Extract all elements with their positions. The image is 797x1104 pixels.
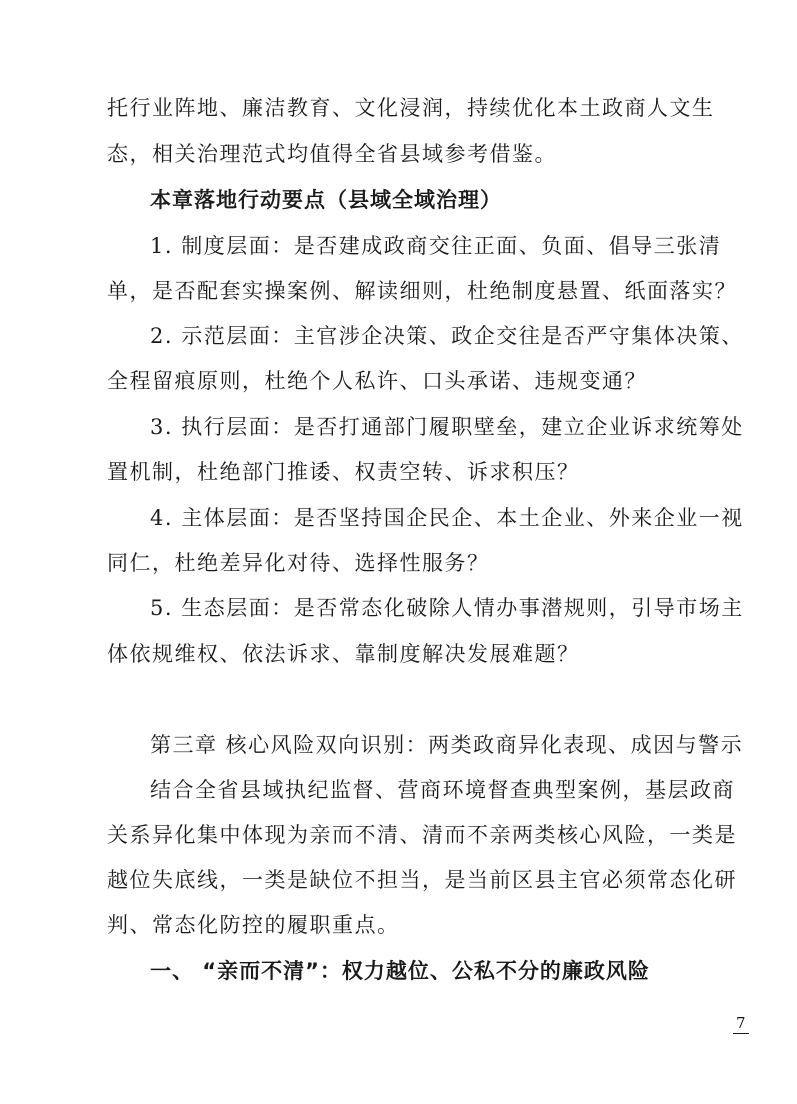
page-number: 7: [733, 1014, 749, 1034]
list-item-institutional: 1. 制度层面：是否建成政商交往正面、负面、倡导三张清: [150, 234, 722, 258]
body-text-line: 判、常态化防控的履职重点。: [107, 913, 400, 937]
body-text-line: 态，相关治理范式均值得全省县域参考借鉴。: [107, 142, 557, 166]
list-item-demonstration: 2. 示范层面：主官涉企决策、政企交往是否严守集体决策、: [150, 324, 744, 348]
body-text-line: 托行业阵地、廉洁教育、文化浸润，持续优化本土政商人文生: [107, 96, 715, 120]
list-item-ecology-continued: 体依规维权、依法诉求、靠制度解决发展难题？: [107, 642, 580, 666]
section-heading-action-points: 本章落地行动要点（县域全域治理）: [150, 188, 502, 212]
body-text-line: 关系异化集中体现为亲而不清、清而不亲两类核心风险，一类是: [107, 823, 737, 847]
list-item-execution-continued: 置机制，杜绝部门推诿、权责空转、诉求积压？: [107, 460, 580, 484]
chapter-heading: 第三章 核心风险双向识别：两类政商异化表现、成因与警示: [150, 733, 744, 757]
body-text-line: 结合全省县域执纪监督、营商环境督查典型案例，基层政商: [150, 778, 735, 802]
list-item-subject: 4. 主体层面：是否坚持国企民企、本土企业、外来企业一视: [150, 506, 744, 530]
list-item-institutional-continued: 单，是否配套实操案例、解读细则，杜绝制度悬置、纸面落实？: [107, 279, 737, 303]
body-text-line: 越位失底线，一类是缺位不担当，是当前区县主官必须常态化研: [107, 868, 737, 892]
list-item-ecology: 5. 生态层面：是否常态化破除人情办事潜规则，引导市场主: [150, 596, 744, 620]
list-item-execution: 3. 执行层面：是否打通部门履职壁垒，建立企业诉求统筹处: [150, 415, 744, 439]
subsection-heading: 一、 “亲而不清”：权力越位、公私不分的廉政风险: [150, 959, 650, 983]
list-item-subject-continued: 同仁，杜绝差异化对待、选择性服务？: [107, 551, 490, 575]
list-item-demonstration-continued: 全程留痕原则，杜绝个人私许、口头承诺、违规变通？: [107, 369, 647, 393]
